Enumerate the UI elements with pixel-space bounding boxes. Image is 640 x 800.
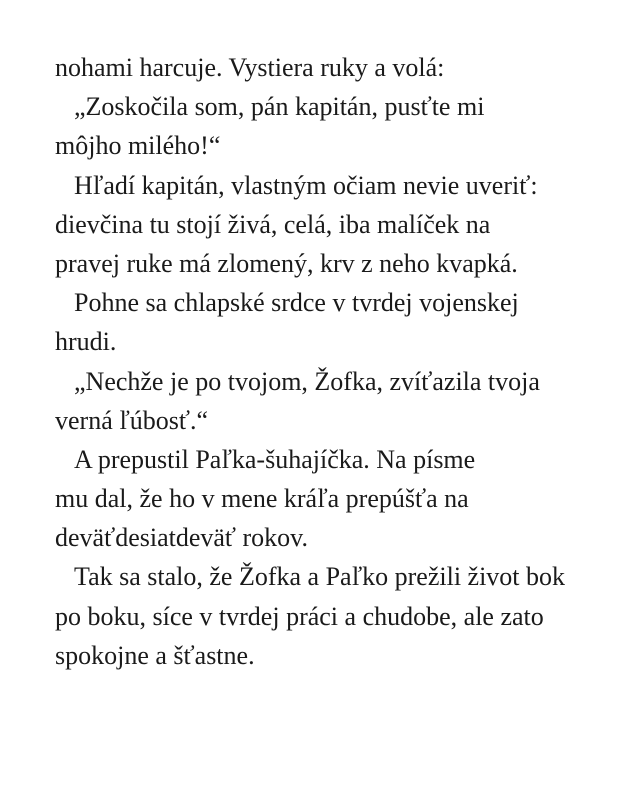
text-line: „Zoskočila som, pán kapitán, pusťte mi xyxy=(74,92,485,122)
text-line: mu dal, že ho v mene kráľa prepúšťa na xyxy=(55,484,469,514)
text-line: „Nechže je po tvojom, Žofka, zvíťazila tvoja xyxy=(74,366,540,396)
text-line: po boku, síce v tvrdej práci a chudobe, ale zato xyxy=(55,601,544,631)
story-text xyxy=(55,48,615,675)
text-line: Hľadí kapitán, vlastným očiam nevie uveriť: xyxy=(74,170,538,200)
text-line: dievčina tu stojí živá, celá, iba malíček na xyxy=(55,209,491,239)
text-line: spokojne a šťastne. xyxy=(55,640,255,670)
text-line: verná ľúbosť.“ xyxy=(55,405,209,435)
text-line: pravej ruke má zlomený, krv z neho kvapká. xyxy=(55,248,518,278)
text-line: A prepustil Paľka-šuhajíčka. Na písme xyxy=(74,444,476,474)
text-line: môjho milého!“ xyxy=(55,131,221,161)
text-line: Pohne sa chlapské srdce v tvrdej vojenskej xyxy=(74,288,519,318)
text-line: hrudi. xyxy=(55,327,117,357)
text-line: nohami harcuje. Vystiera ruky a volá: xyxy=(55,53,445,82)
text-line: Tak sa stalo, že Žofka a Paľko prežili život bok xyxy=(74,562,566,592)
text-line: deväťdesiatdeväť rokov. xyxy=(55,523,308,553)
